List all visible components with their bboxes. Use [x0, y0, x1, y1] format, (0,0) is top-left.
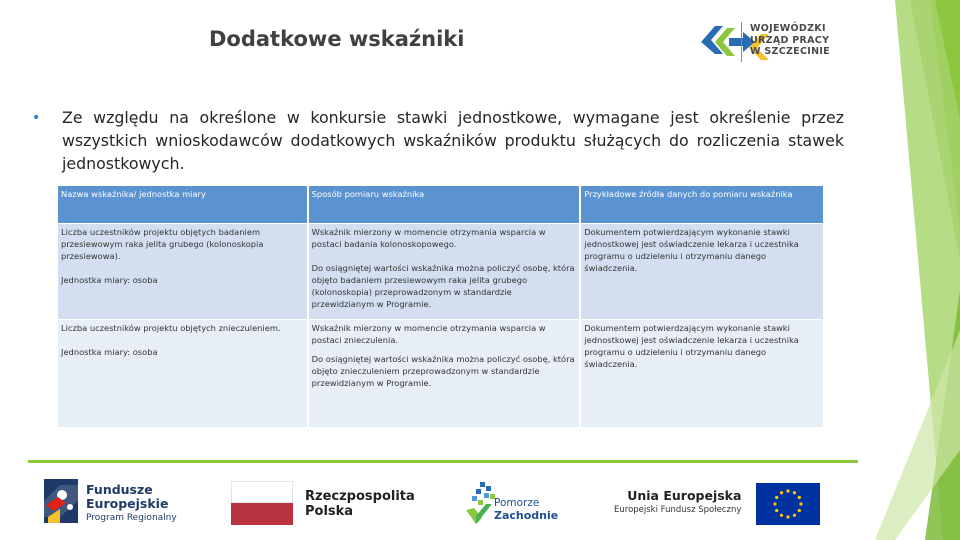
- unia-europejska-text: [614, 488, 741, 517]
- wup-logo-text: [750, 23, 830, 58]
- table-cell-source: Dokumentem potwierdzającym wykonanie stawki jednostkowej jest oświadczenie lekarza i uczestnika programu o udzieleniu i otrzymaniu danego świadczenia.: [580, 223, 824, 319]
- bullet-icon: •: [32, 110, 41, 126]
- slide-title: Dodatkowe wskaźniki: [209, 27, 465, 51]
- fe-line: Europejskie: [86, 496, 169, 511]
- indicator-name: Liczba uczestników projektu objętych badaniem przesiewowym raka jelita grubego (kolonoskopia przesiewowa).: [61, 226, 264, 261]
- wup-logo-line: URZĄD PRACY: [750, 34, 830, 46]
- pomorze-zachodnie-text: [494, 497, 558, 522]
- ue-line: Unia Europejska: [627, 488, 742, 503]
- method-text: Do osiągniętej wartości wskaźnika można policzyć osobę, która objęto znieczuleniem przeprowadzonym w standardzie przewidzianym w Programie.: [311, 353, 575, 388]
- table-header-cell: Nazwa wskaźnika/ jednostka miary: [58, 186, 308, 223]
- indicator-unit: Jednostka miary: osoba: [61, 346, 158, 357]
- fe-line: Program Regionalny: [86, 513, 177, 523]
- fundusze-europejskie-text: [86, 483, 177, 525]
- table-cell-name: [58, 223, 308, 319]
- table-cell-method: [308, 223, 581, 319]
- table-cell-name: [58, 319, 308, 427]
- rp-line: Polska: [305, 504, 354, 519]
- table-row: [58, 319, 824, 427]
- indicator-unit: Jednostka miary: osoba: [61, 274, 158, 285]
- table-header-cell: Przykładowe źródła danych do pomiaru wskaźnika: [580, 186, 824, 223]
- table-cell-source: Dokumentem potwierdzającym wykonanie stawki jednostkowej jest oświadczenie lekarza i uczestnika programu o udzieleniu i otrzymaniu danego świadczenia.: [580, 319, 824, 427]
- eu-flag-icon: [756, 483, 820, 525]
- indicators-table: [58, 186, 825, 428]
- fe-line: Fundusze: [86, 482, 153, 497]
- wup-logo-line: WOJEWÓDZKI: [750, 23, 826, 34]
- table-header-cell: Sposób pomiaru wskaźnika: [308, 186, 581, 223]
- rp-line: Rzeczpospolita: [305, 489, 415, 504]
- rzeczpospolita-text: [305, 489, 415, 519]
- pz-line: Pomorze: [494, 497, 540, 509]
- method-text: Wskaźnik mierzony w momencie otrzymania wsparcia w postaci znieczulenia.: [311, 322, 546, 345]
- logo-divider: [741, 22, 742, 62]
- table-row: [58, 223, 824, 319]
- table-header-row: [58, 186, 824, 223]
- indicator-name: Liczba uczestników projektu objętych znieczuleniem.: [61, 322, 281, 333]
- ue-line: Europejski Fundusz Społeczny: [614, 505, 742, 515]
- method-text: Do osiągniętej wartości wskaźnika można policzyć osobę, która objęto badaniem przesiewowym raka jelita grubego (kolonoskopia) przeprowadzonym w standardzie przewidzianym w Programie.: [311, 262, 575, 309]
- method-text: Wskaźnik mierzony w momencie otrzymania wsparcia w postaci badania kolonoskopowego.: [311, 226, 546, 249]
- decorative-corner-shapes: [835, 0, 960, 540]
- table-cell-method: [308, 319, 581, 427]
- footer-divider: [28, 460, 858, 463]
- wup-logo-line: W SZCZECINIE: [750, 46, 830, 57]
- bullet-text: Ze względu na określone w konkursie stawki jednostkowe, wymagane jest określenie przez wszystkich wnioskodawców dodatkowych wskaźników produktu służących do rozliczenia stawek jednostkowych.: [62, 108, 844, 173]
- fundusze-europejskie-icon: [40, 475, 82, 527]
- pz-line: Zachodnie: [494, 509, 559, 522]
- polish-flag-icon: [231, 481, 293, 525]
